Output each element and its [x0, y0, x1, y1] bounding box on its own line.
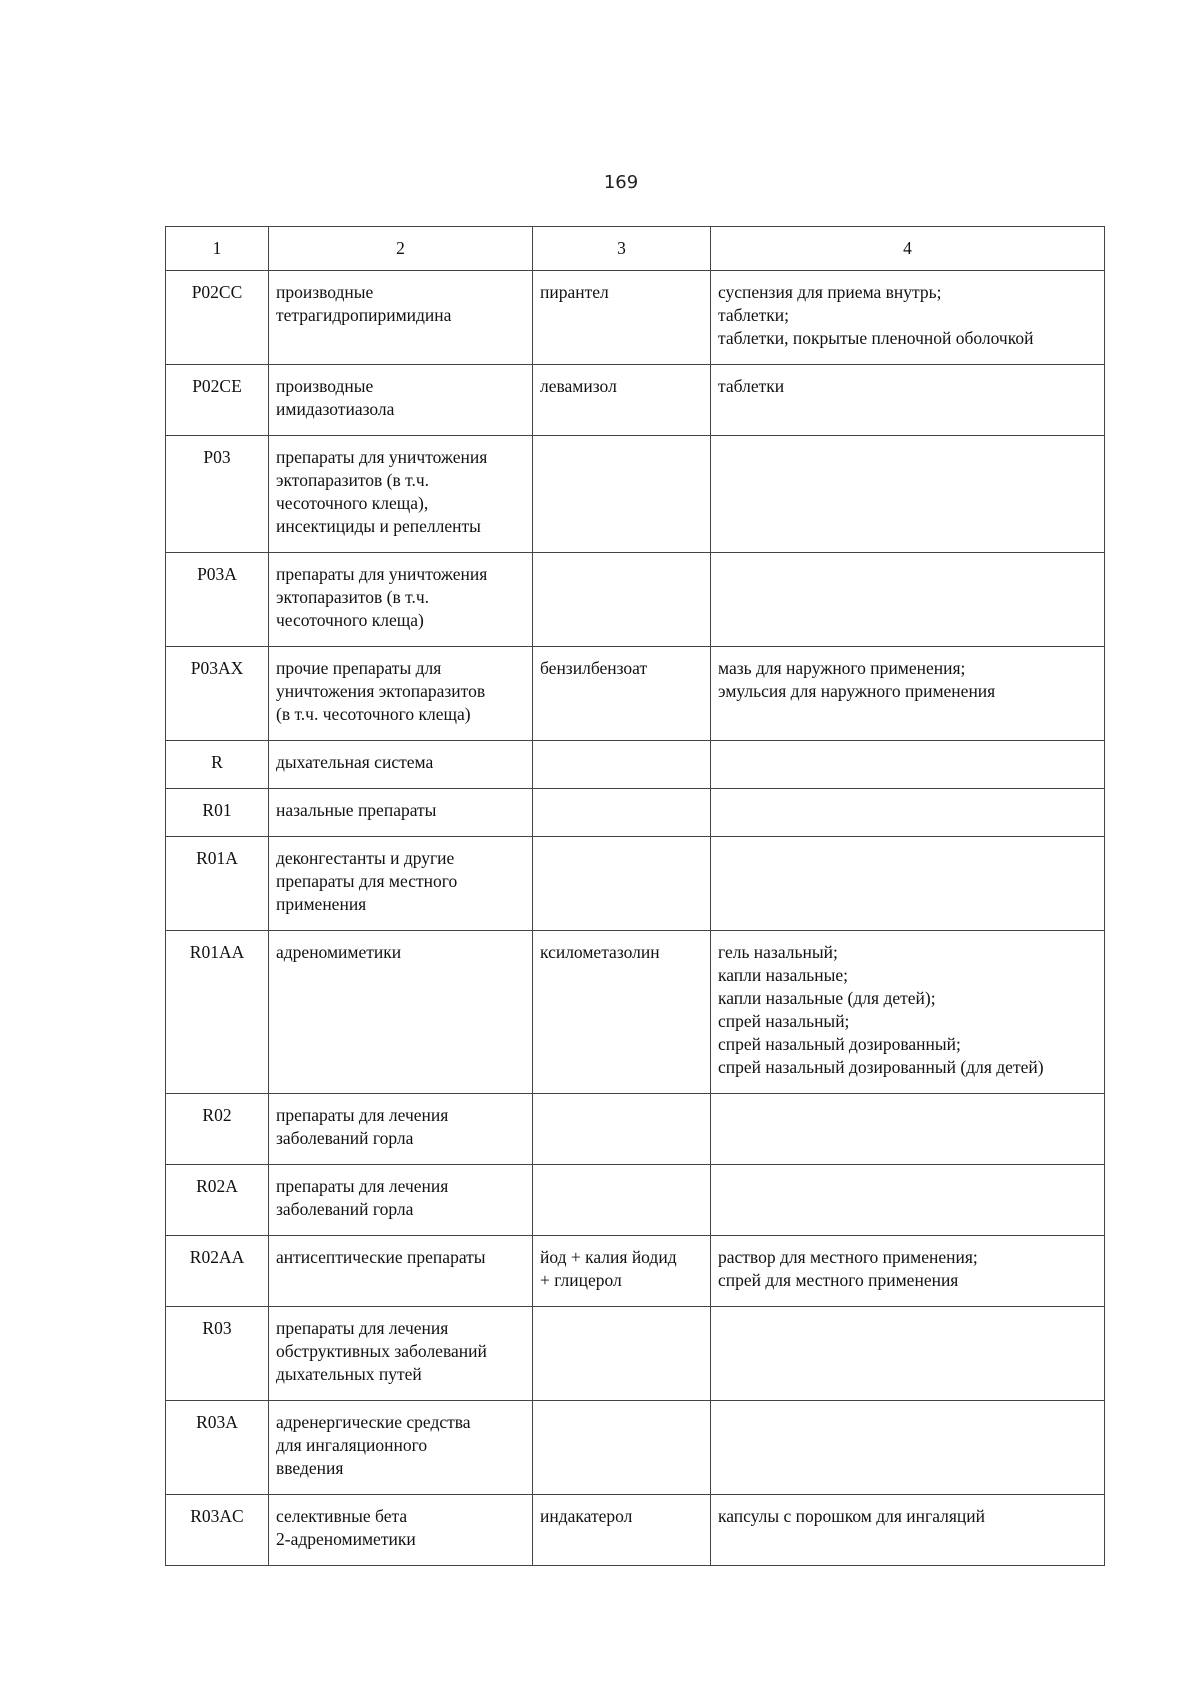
- page-number: 169: [603, 172, 639, 193]
- dosage-forms-cell: [711, 1401, 1105, 1495]
- forms-line: таблетки;: [718, 305, 789, 325]
- group-line: чесоточного клеща),: [276, 493, 429, 513]
- group-line: антисептические препараты: [276, 1247, 486, 1267]
- table-body: [166, 271, 1105, 1566]
- group-name-cell: [269, 789, 533, 837]
- table-row: [166, 1094, 1105, 1165]
- atc-code-cell: R: [166, 741, 269, 789]
- substance-cell: [533, 1165, 711, 1236]
- substance-cell: [533, 365, 711, 436]
- group-name-cell: [269, 1165, 533, 1236]
- group-name-cell: [269, 365, 533, 436]
- table-row: [166, 837, 1105, 931]
- group-line: применения: [276, 894, 367, 914]
- table-row: [166, 1307, 1105, 1401]
- substance-cell: [533, 271, 711, 365]
- dosage-forms-cell: [711, 436, 1105, 553]
- group-line: заболеваний горла: [276, 1128, 414, 1148]
- group-line: эктопаразитов (в т.ч.: [276, 470, 430, 490]
- group-line: производные: [276, 282, 374, 302]
- group-name-cell: [269, 1401, 533, 1495]
- forms-line: капли назальные;: [718, 965, 849, 985]
- table-row: [166, 647, 1105, 741]
- atc-code-cell: P03A: [166, 553, 269, 647]
- group-name-cell: [269, 436, 533, 553]
- forms-line: раствор для местного применения;: [718, 1247, 978, 1267]
- substance-cell: [533, 931, 711, 1094]
- table-row: [166, 1495, 1105, 1566]
- group-line: для ингаляционного: [276, 1435, 428, 1455]
- forms-line: гель назальный;: [718, 942, 838, 962]
- group-line: препараты для местного: [276, 871, 458, 891]
- substance-cell: [533, 1401, 711, 1495]
- atc-code-cell: R03A: [166, 1401, 269, 1495]
- group-line: селективные бета: [276, 1506, 408, 1526]
- group-line: инсектициды и репелленты: [276, 516, 481, 536]
- group-line: дыхательных путей: [276, 1364, 422, 1384]
- table-row: [166, 1236, 1105, 1307]
- group-line: чесоточного клеща): [276, 610, 424, 630]
- dosage-forms-cell: [711, 931, 1105, 1094]
- substance-line: пирантел: [540, 282, 609, 302]
- group-name-cell: [269, 1236, 533, 1307]
- substance-cell: [533, 1495, 711, 1566]
- table-row: [166, 271, 1105, 365]
- substance-cell: [533, 1307, 711, 1401]
- forms-line: спрей для местного применения: [718, 1270, 959, 1290]
- atc-code-cell: R02: [166, 1094, 269, 1165]
- atc-code-cell: R01: [166, 789, 269, 837]
- dosage-forms-cell: [711, 1094, 1105, 1165]
- group-line: заболеваний горла: [276, 1199, 414, 1219]
- atc-code-cell: P03AX: [166, 647, 269, 741]
- group-line: деконгестанты и другие: [276, 848, 455, 868]
- group-line: назальные препараты: [276, 800, 437, 820]
- forms-line: эмульсия для наружного применения: [718, 681, 996, 701]
- atc-code-cell: P02CE: [166, 365, 269, 436]
- substance-cell: [533, 1094, 711, 1165]
- forms-line: капсулы с порошком для ингаляций: [718, 1506, 986, 1526]
- table-row: [166, 789, 1105, 837]
- table-row: [166, 1401, 1105, 1495]
- atc-code-cell: R03: [166, 1307, 269, 1401]
- substance-cell: [533, 837, 711, 931]
- group-line: имидазотиазола: [276, 399, 395, 419]
- column-header-1: 1: [166, 227, 269, 271]
- forms-line: таблетки, покрытые пленочной оболочкой: [718, 328, 1034, 348]
- group-name-cell: [269, 931, 533, 1094]
- table-row: [166, 741, 1105, 789]
- table-row: [166, 365, 1105, 436]
- group-name-cell: [269, 553, 533, 647]
- atc-code-cell: R02A: [166, 1165, 269, 1236]
- substance-cell: [533, 647, 711, 741]
- group-name-cell: [269, 1307, 533, 1401]
- group-name-cell: [269, 1094, 533, 1165]
- dosage-forms-cell: [711, 1236, 1105, 1307]
- group-name-cell: [269, 1495, 533, 1566]
- dosage-forms-cell: [711, 553, 1105, 647]
- atc-code-cell: R02AA: [166, 1236, 269, 1307]
- group-line: производные: [276, 376, 374, 396]
- group-line: 2-адреномиметики: [276, 1529, 416, 1549]
- group-name-cell: [269, 837, 533, 931]
- group-name-cell: [269, 271, 533, 365]
- group-line: прочие препараты для: [276, 658, 442, 678]
- column-header-2: 2: [269, 227, 533, 271]
- dosage-forms-cell: [711, 647, 1105, 741]
- forms-line: суспензия для приема внутрь;: [718, 282, 942, 302]
- group-line: (в т.ч. чесоточного клеща): [276, 704, 471, 724]
- substance-cell: [533, 789, 711, 837]
- dosage-forms-cell: [711, 1165, 1105, 1236]
- substance-line: индакатерол: [540, 1506, 633, 1526]
- dosage-forms-cell: [711, 1495, 1105, 1566]
- forms-line: капли назальные (для детей);: [718, 988, 936, 1008]
- column-header-4: 4: [711, 227, 1105, 271]
- dosage-forms-cell: [711, 271, 1105, 365]
- dosage-forms-cell: [711, 1307, 1105, 1401]
- group-line: адреномиметики: [276, 942, 402, 962]
- table-header-row: [166, 227, 1105, 271]
- atc-code-cell: P02CC: [166, 271, 269, 365]
- group-line: препараты для уничтожения: [276, 447, 488, 467]
- substance-line: левамизол: [540, 376, 617, 396]
- forms-line: спрей назальный дозированный;: [718, 1034, 961, 1054]
- group-line: препараты для уничтожения: [276, 564, 488, 584]
- atc-drug-table: [165, 226, 1105, 1566]
- dosage-forms-cell: [711, 365, 1105, 436]
- group-line: обструктивных заболеваний: [276, 1341, 487, 1361]
- substance-line: йод + калия йодид: [540, 1247, 677, 1267]
- table-row: [166, 553, 1105, 647]
- substance-cell: [533, 741, 711, 789]
- group-name-cell: [269, 741, 533, 789]
- table-row: [166, 931, 1105, 1094]
- atc-code-cell: P03: [166, 436, 269, 553]
- table-row: [166, 1165, 1105, 1236]
- substance-cell: [533, 553, 711, 647]
- atc-code-cell: R03AC: [166, 1495, 269, 1566]
- group-line: препараты для лечения: [276, 1176, 449, 1196]
- forms-line: спрей назальный дозированный (для детей): [718, 1057, 1044, 1077]
- column-header-3: 3: [533, 227, 711, 271]
- atc-code-cell: R01AA: [166, 931, 269, 1094]
- group-name-cell: [269, 647, 533, 741]
- dosage-forms-cell: [711, 789, 1105, 837]
- group-line: препараты для лечения: [276, 1105, 449, 1125]
- forms-line: спрей назальный;: [718, 1011, 850, 1031]
- substance-line: ксилометазолин: [540, 942, 660, 962]
- substance-cell: [533, 1236, 711, 1307]
- dosage-forms-cell: [711, 837, 1105, 931]
- group-line: адренергические средства: [276, 1412, 471, 1432]
- dosage-forms-cell: [711, 741, 1105, 789]
- group-line: тетрагидропиримидина: [276, 305, 452, 325]
- group-line: препараты для лечения: [276, 1318, 449, 1338]
- forms-line: мазь для наружного применения;: [718, 658, 966, 678]
- forms-line: таблетки: [718, 376, 785, 396]
- group-line: эктопаразитов (в т.ч.: [276, 587, 430, 607]
- substance-cell: [533, 436, 711, 553]
- group-line: уничтожения эктопаразитов: [276, 681, 486, 701]
- substance-line: + глицерол: [540, 1270, 622, 1290]
- group-line: введения: [276, 1458, 344, 1478]
- atc-code-cell: R01A: [166, 837, 269, 931]
- group-line: дыхательная система: [276, 752, 434, 772]
- substance-line: бензилбензоат: [540, 658, 648, 678]
- table-row: [166, 436, 1105, 553]
